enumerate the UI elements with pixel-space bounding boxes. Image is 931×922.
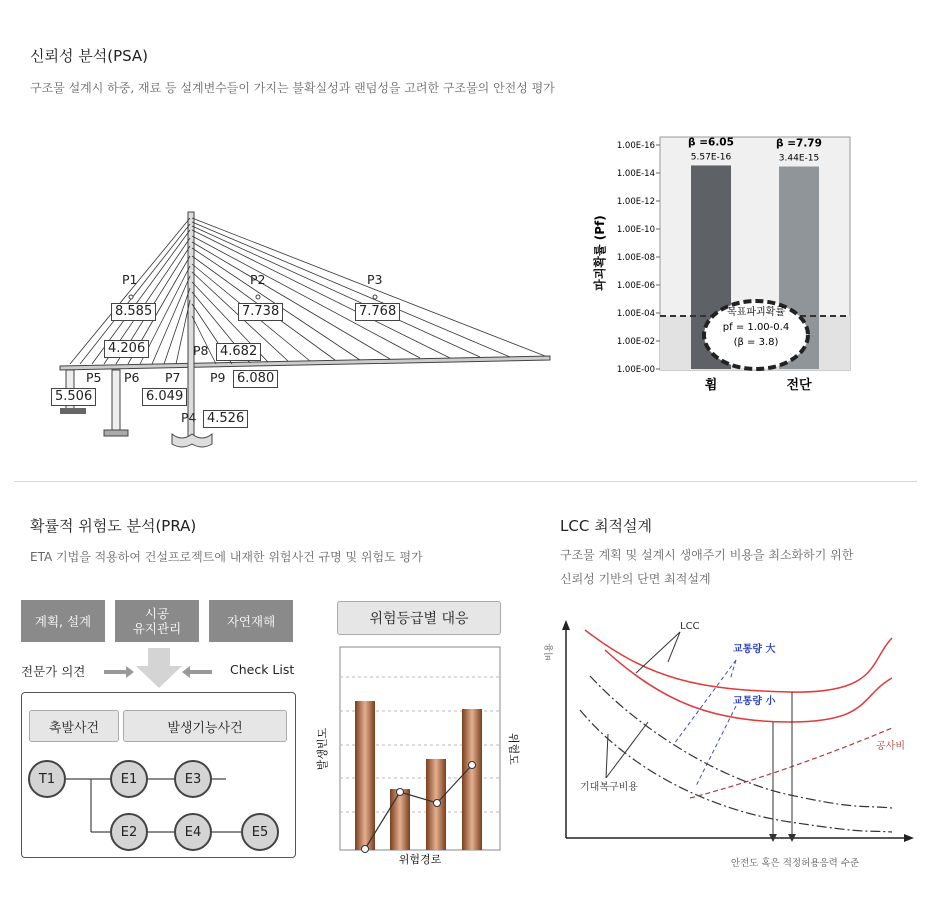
point-value-4206: 4.206 — [104, 340, 149, 358]
flow-arrows — [100, 648, 220, 690]
traffic-small-label: 교통량 小 — [733, 696, 776, 707]
beta-label: β =6.05 — [688, 136, 734, 149]
target-pf: pf = 1.00-0.4 — [722, 322, 790, 333]
category-label: 전단 — [786, 378, 812, 393]
repair-cost-label: 기대복구비용 — [580, 782, 638, 793]
y-tick-label: 1.00E-06 — [616, 281, 655, 291]
risk-grade-title: 위험등급별 대응 — [337, 601, 501, 635]
lcc-xlabel: 안전도 혹은 적정허용응력 수준 — [730, 858, 860, 869]
pra-desc: ETA 기법을 적용하여 건설프로젝트에 내재한 위험사건 규명 및 위험도 평가 — [30, 550, 423, 564]
chart-ylabel: 파괴확률 (Pf) — [593, 215, 607, 291]
psa-desc: 구조물 설계시 하중, 재료 등 설계변수들이 가지는 불확실성과 랜덤성을 고려한 구조물의 안전성 평가 — [30, 81, 555, 95]
lcc-title: LCC 최적설계 — [560, 517, 653, 535]
point-p5-label: P5 — [86, 370, 102, 385]
point-p5-value: 5.506 — [51, 388, 96, 406]
chip-planning: 계획, 설계 — [21, 600, 105, 642]
point-p8-value: 4.682 — [216, 343, 261, 361]
target-title: 목표파괴확률 — [727, 307, 785, 318]
expert-opinion-label: 전문가 의견 — [21, 664, 86, 679]
y-tick-label: 1.00E-14 — [616, 169, 655, 179]
y-tick-label: 1.00E-00 — [616, 365, 655, 375]
chip-natural-disaster: 자연재해 — [209, 600, 293, 642]
chip-construction: 시공 유지관리 — [115, 600, 199, 642]
point-p7-value: 6.049 — [142, 388, 187, 406]
pra-title: 확률적 위험도 분석(PRA) — [30, 517, 197, 535]
point-p9-value: 6.080 — [233, 370, 278, 388]
lcc-desc-line2: 신뢰성 기반의 단면 최적설계 — [560, 572, 711, 586]
section-divider — [14, 481, 917, 482]
lcc-desc-line1: 구조물 계획 및 설계시 생애주기 비용을 최소화하기 위한 — [560, 548, 854, 562]
y-tick-label: 1.00E-04 — [616, 309, 655, 319]
point-p4-label: P4 — [181, 410, 197, 425]
category-label: 휨 — [704, 378, 718, 393]
lcc-curve-label: LCC — [680, 621, 700, 632]
y-tick-label: 1.00E-10 — [616, 225, 655, 235]
point-p2-value: 7.738 — [238, 303, 283, 321]
target-beta: (β = 3.8) — [733, 337, 779, 348]
failure-probability-chart — [590, 135, 860, 400]
node-e4: E4 — [174, 813, 212, 851]
checklist-label: Check List — [230, 662, 295, 677]
lcc-chart — [540, 610, 920, 875]
point-p3-label: P3 — [367, 272, 383, 287]
traffic-big-label: 교통량 大 — [733, 644, 776, 655]
point-p7-label: P7 — [165, 370, 181, 385]
risk-ylabel: 발생빈도 — [316, 727, 329, 771]
y-tick-label: 1.00E-02 — [616, 337, 655, 347]
node-e5: E5 — [241, 813, 279, 851]
risk-xlabel: 위험경로 — [398, 853, 442, 866]
point-p4-value: 4.526 — [203, 410, 248, 428]
point-p1-value: 8.585 — [111, 303, 156, 321]
point-p6-label: P6 — [124, 370, 140, 385]
risk-chart — [310, 645, 525, 870]
psa-title: 신뢰성 분석(PSA) — [30, 47, 149, 65]
construction-cost-label: 공사비 — [876, 741, 905, 752]
tag-trigger-event: 촉발사건 — [29, 710, 119, 742]
risk-y2label: 위험도 — [507, 733, 520, 765]
lcc-ylabel: 비용 — [545, 643, 555, 661]
y-tick-label: 1.00E-16 — [616, 141, 655, 151]
node-e3: E3 — [174, 760, 212, 798]
point-p1-label: P1 — [122, 272, 138, 287]
y-tick-label: 1.00E-08 — [616, 253, 655, 263]
point-p9-label: P9 — [210, 370, 226, 385]
tag-possible-event: 발생기능사건 — [123, 710, 287, 742]
node-t1: T1 — [28, 760, 66, 798]
pf-label: 3.44E-15 — [778, 153, 820, 164]
beta-label: β =7.79 — [776, 137, 822, 150]
y-tick-label: 1.00E-12 — [616, 197, 655, 207]
pf-label: 5.57E-16 — [690, 152, 732, 163]
point-p8-label: P8 — [193, 343, 209, 358]
node-e2: E2 — [110, 813, 148, 851]
point-p2-label: P2 — [250, 272, 266, 287]
node-e1: E1 — [110, 760, 148, 798]
point-p3-value: 7.768 — [355, 303, 400, 321]
